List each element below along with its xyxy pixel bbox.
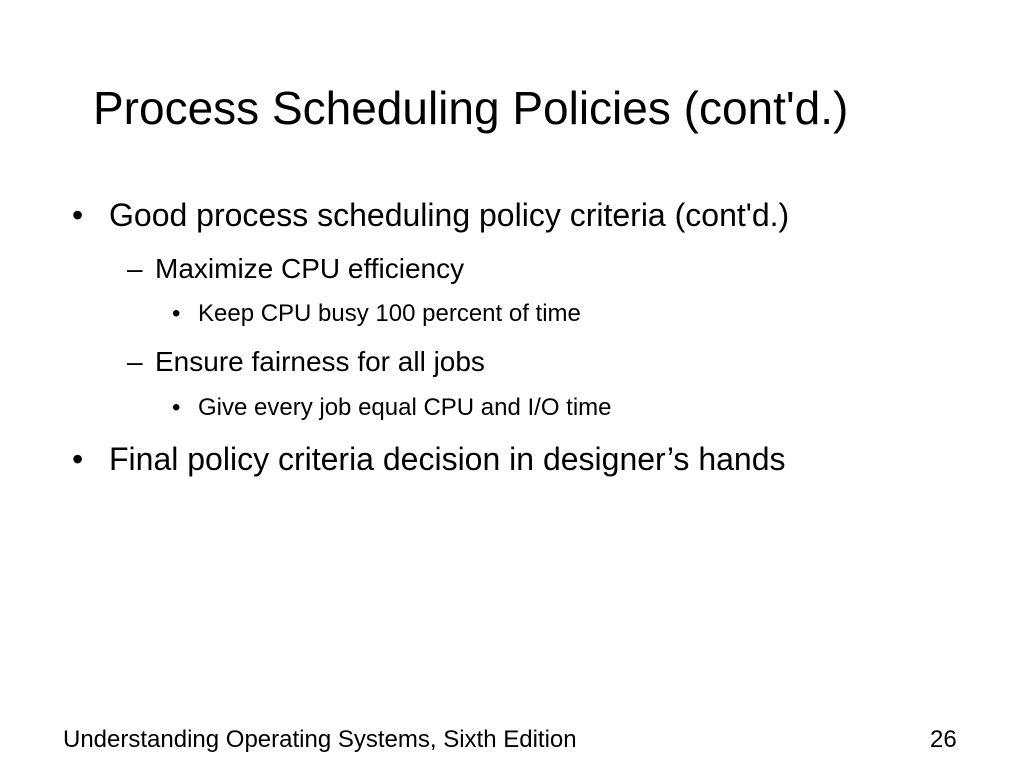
bullet-text-level1: Good process scheduling policy criteria (cont'd.) <box>109 197 790 233</box>
bullet-marker: • <box>72 197 84 233</box>
subsubbullet-marker: • <box>172 394 181 421</box>
bullet-text-level3: Give every job equal CPU and I/O time <box>198 394 612 421</box>
bullet-text-level2: Ensure fairness for all jobs <box>155 346 485 377</box>
subsubbullet-marker: • <box>172 300 181 327</box>
bullet-marker: • <box>72 441 84 477</box>
bullet-text-level1: Final policy criteria decision in designer’s hands <box>109 441 786 477</box>
slide-title: Process Scheduling Policies (cont'd.) <box>93 82 849 134</box>
subbullet-marker: – <box>127 346 143 377</box>
footer-book-title: Understanding Operating Systems, Sixth Edition <box>63 726 577 753</box>
subbullet-marker: – <box>127 253 143 284</box>
bullet-text-level3: Keep CPU busy 100 percent of time <box>198 300 581 327</box>
page-number: 26 <box>930 726 957 753</box>
bullet-text-level2: Maximize CPU efficiency <box>155 253 465 284</box>
